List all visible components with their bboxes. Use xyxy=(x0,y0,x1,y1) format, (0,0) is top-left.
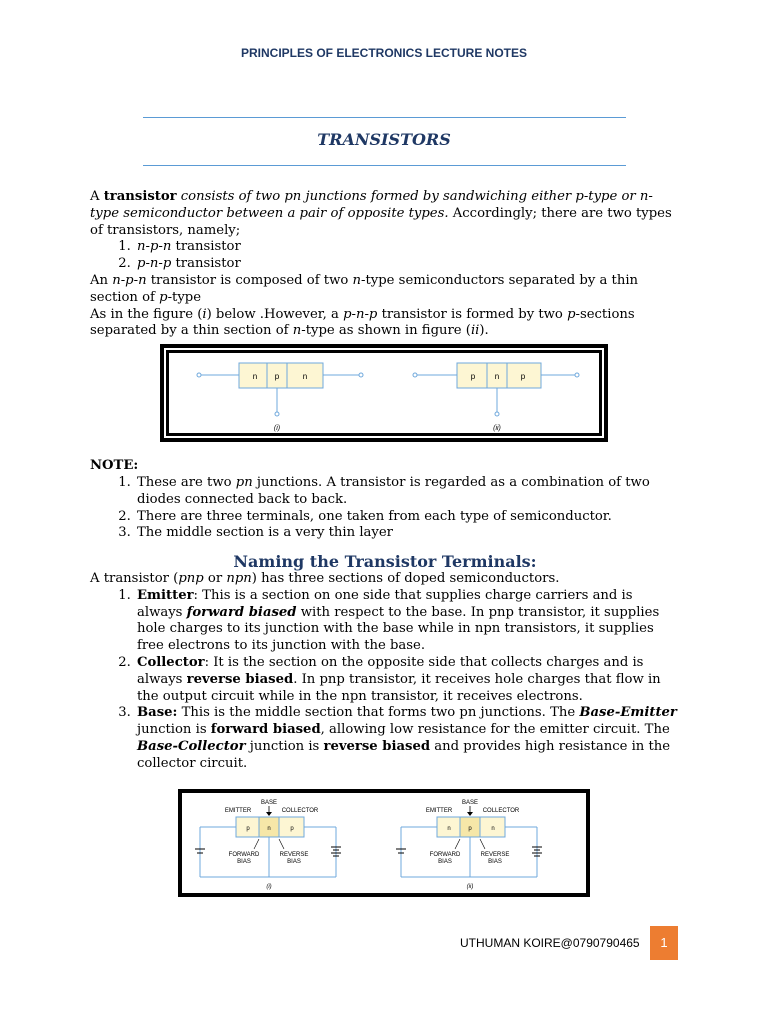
region-label: p xyxy=(290,825,294,832)
reverse-bias-label: BIAS xyxy=(287,858,301,865)
base-label: BASE xyxy=(461,799,479,806)
document-title: TRANSISTORS xyxy=(317,130,451,149)
figure-caption: (ii) xyxy=(466,883,474,890)
reverse-bias-label: REVERSE xyxy=(480,851,510,858)
note-heading: NOTE: xyxy=(90,458,139,474)
reverse-bias-label: REVERSE xyxy=(279,851,309,858)
forward-bias-label: FORWARD xyxy=(228,851,260,858)
region-label: n xyxy=(267,825,271,832)
forward-bias-label: BIAS xyxy=(438,858,452,865)
region-label: p xyxy=(246,825,250,832)
list-item-emitter: 1. Emitter: This is a section on one side that supplies charge carriers and is always forward biased with respect to the base. In pnp transistor, it supplies hole charges to its junction with the base while in npn transistors, it supplies free electrons to its junction with the base. xyxy=(135,588,680,655)
figure-caption: (i) xyxy=(273,425,281,433)
figure-caption: (ii) xyxy=(493,425,501,433)
emitter-label: EMITTER xyxy=(425,807,453,814)
transistor-structure-diagram xyxy=(169,353,603,437)
right-circuit xyxy=(396,800,542,890)
forward-bias-label: BIAS xyxy=(237,858,251,865)
title-rule-bottom xyxy=(143,165,626,166)
list-item-collector: 2. Collector: It is the section on the opposite side that collects charges and is always reverse biased. In pnp transistor, it receives hole charges that flow in the output circuit while in the npn transistor, it receives electrons. xyxy=(135,655,680,705)
main-content xyxy=(90,189,680,897)
list-item: 1. These are two pn junctions. A transistor is regarded as a combination of two diodes connected back to back. xyxy=(135,475,680,509)
section-heading: Naming the Transistor Terminals: xyxy=(233,552,537,572)
region-label: n xyxy=(491,825,495,832)
reverse-bias-label: BIAS xyxy=(488,858,502,865)
page-number: 1 xyxy=(650,926,678,960)
list-item: 1. n-p-n transistor xyxy=(135,239,680,256)
naming-intro: A transistor (pnp or npn) has three sections of doped semiconductors. xyxy=(90,570,560,586)
collector-label: COLLECTOR xyxy=(281,807,319,814)
transistor-types-list xyxy=(90,239,680,273)
title-rule-top xyxy=(143,117,626,118)
intro-paragraph: A transistor consists of two pn junctions formed by sandwiching either p-type or n-type semiconductor between a pair of opposite types. Accordingly; there are two types of transistors, namely; xyxy=(90,189,672,238)
figure-transistor-types xyxy=(160,344,608,442)
region-label: p xyxy=(520,372,526,382)
region-label: p xyxy=(274,372,280,382)
running-header: PRINCIPLES OF ELECTRONICS LECTURE NOTES xyxy=(240,46,528,60)
region-label: n xyxy=(302,372,308,382)
footer-author: UTHUMAN KOIRE@0790790465 xyxy=(460,936,640,950)
region-label: p xyxy=(468,825,472,832)
terminal-list xyxy=(90,588,680,773)
emitter-label: EMITTER xyxy=(224,807,252,814)
note-list xyxy=(90,475,680,542)
region-label: p xyxy=(470,372,476,382)
base-label: BASE xyxy=(260,799,278,806)
list-item: 2. There are three terminals, one taken from each type of semiconductor. xyxy=(135,509,680,526)
biasing-circuit-diagram xyxy=(182,793,586,893)
list-item: 2. p-n-p transistor xyxy=(135,256,680,273)
collector-label: COLLECTOR xyxy=(482,807,520,814)
figure-caption: (i) xyxy=(266,883,272,890)
list-item: 3. The middle section is a very thin layer xyxy=(135,525,680,542)
figure-biasing xyxy=(178,789,590,897)
region-label: n xyxy=(494,372,500,382)
region-label: n xyxy=(447,825,451,832)
list-item-base: 3. Base: This is the middle section that forms two pn junctions. The Base-Emitter junction is forward biased, allowing low resistance for the emitter circuit. The Base-Collector junction is reverse biased and provides high resistance in the collector circuit. xyxy=(135,705,680,772)
pnp-description: As in the figure (i) below .However, a p-n-p transistor is formed by two p-sections separated by a thin section of n-type as shown in figure (ii). xyxy=(90,306,635,339)
region-label: n xyxy=(252,372,258,382)
npn-description: An n-p-n transistor is composed of two n-type semiconductors separated by a thin section of p-type xyxy=(90,272,639,305)
forward-bias-label: FORWARD xyxy=(429,851,461,858)
left-circuit xyxy=(195,800,341,890)
